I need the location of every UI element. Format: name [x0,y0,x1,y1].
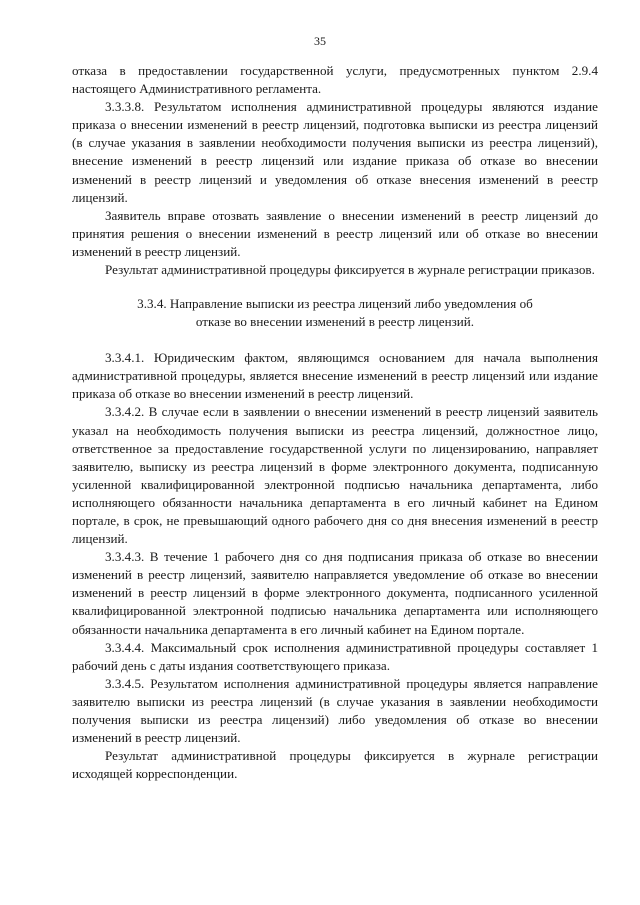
paragraph-continuation: отказа в предоставлении государственной услуги, предусмотренных пунктом 2.9.4 настоящего Административного регламента. [72,63,598,97]
page-number: 35 [314,34,326,48]
section-heading-line-2: отказе во внесении изменений в реестр лицензий. [195,314,475,330]
paragraph-3-3-4-1: 3.3.4.1. Юридическим фактом, являющимся основанием для начала выполнения административной процедуры, является внесение изменений в реестр лицензий или издание приказа об отказе во внесении изменений в реестр лицензий. [72,350,598,402]
paragraph-3-3-3-8: 3.3.3.8. Результатом исполнения административной процедуры являются издание приказа о внесении изменений в реестр лицензий, подготовка выписки из реестра лицензий (в случае указания в заявлении необходимости получения выписки из реестра лицензий), внесение изменений в реестр лицензий или издание приказа об отказе во внесении изменений в реестр лицензий и уведомления об отказе внесения изменений в реестр лицензий. [72,99,598,205]
section-heading-line-1: 3.3.4. Направление выписки из реестра лицензий либо уведомления об [137,296,533,312]
paragraph-result-orders: Результат административной процедуры фиксируется в журнале регистрации приказов. [105,262,595,278]
document-body [72,62,598,783]
paragraph-3-3-4-2: 3.3.4.2. В случае если в заявлении о внесении изменений в реестр лицензий заявитель указал на необходимость получения выписки из реестра лицензий, должностное лицо, ответственное за предоставление государственной услуги по лицензированию, направляет заявителю, выписку из реестра лицензий в форме электронного документа, подписанную усиленной квалифицированной электронной подписью начальника департамента, либо исполняющего обязанности начальника департамента в его личный кабинет на Едином портале, в срок, не превышающий одного рабочего дня со дня внесения изменений в реестр лицензий. [72,404,598,547]
paragraph-3-3-4-4: 3.3.4.4. Максимальный срок исполнения административной процедуры составляет 1 рабочий день с даты издания соответствующего приказа. [72,639,598,673]
paragraph-result-correspondence: Результат административной процедуры фиксируется в журнале регистрации исходящей корреспонденции. [72,748,598,782]
paragraph-3-3-4-5: 3.3.4.5. Результатом исполнения административной процедуры является направление заявителю выписки из реестра лицензий (в случае указания в заявлении необходимости получения выписки из реестра лицензий) либо уведомления об отказе во внесении изменений в реестр лицензий. [72,675,598,746]
paragraph-3-3-4-3: 3.3.4.3. В течение 1 рабочего дня со дня подписания приказа об отказе во внесении изменений в реестр лицензий, заявителю направляется уведомление об отказе во внесении изменений в реестр лицензий в форме электронного документа, подписанного усиленной квалифицированной электронной подписью начальника департамента или исполняющего обязанности начальника департамента в его личный кабинет на Едином портале. [72,549,598,637]
section-heading-3-3-4 [72,295,598,331]
paragraph-withdrawal: Заявитель вправе отозвать заявление о внесении изменений в реестр лицензий до принятия решения о внесении изменений в реестр лицензий или об отказе во внесении изменений в реестр лицензий. [72,207,598,259]
